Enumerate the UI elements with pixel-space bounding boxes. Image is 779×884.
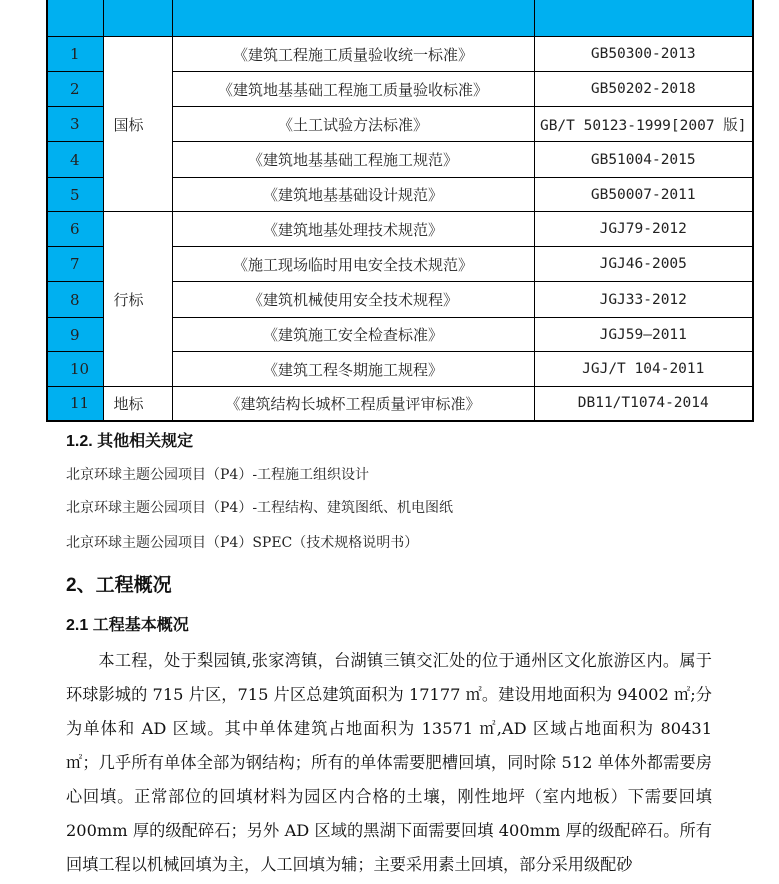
standards-table xyxy=(46,0,754,422)
row-number: 11 xyxy=(47,387,103,421)
row-number: 5 xyxy=(47,178,103,212)
standard-code: GB50300-2013 xyxy=(534,37,753,72)
related-regulation-item: 北京环球主题公园项目（P4）-工程施工组织设计 xyxy=(66,467,370,483)
header-cell xyxy=(103,0,172,37)
standard-name: 《建筑地基处理技术规范》 xyxy=(172,212,534,247)
row-number: 2 xyxy=(47,72,103,107)
standard-code: GB50007-2011 xyxy=(534,178,753,212)
standard-name: 《建筑结构长城杯工程质量评审标准》 xyxy=(172,387,534,421)
row-number: 8 xyxy=(47,282,103,318)
table-row xyxy=(47,212,753,247)
standard-code: DB11/T1074-2014 xyxy=(534,387,753,421)
related-regulation-item: 北京环球主题公园项目（P4）-工程结构、建筑图纸、机电图纸 xyxy=(66,500,454,516)
standard-name: 《建筑工程施工质量验收统一标准》 xyxy=(172,37,534,72)
header-cell xyxy=(172,0,534,37)
project-overview-paragraph: 本工程，处于梨园镇,张家湾镇，台湖镇三镇交汇处的位于通州区文化旅游区内。属于环球影城的 715 片区，715 片区总建筑面积为 17177 ㎡。建设用地面积为 94002 ㎡;分为单体和 AD 区域。其中单体建筑占地面积为 13571 ㎡,AD 区域占地面积为 80431 ㎡；几乎所有单体全部为钢结构；所有的单体需要肥槽回填，同时除 512 单体外都需要房心回填。正常部位的回填材料为园区内合格的土壤，刚性地坪（室内地板）下需要回填 200mm 厚的级配碎石；另外 AD 区域的黑湖下面需要回填 400mm 厚的级配碎石。所有回填工程以机械回填为主，人工回填为辅；主要采用素土回填，部分采用级配砂 xyxy=(66,651,712,874)
row-number: 4 xyxy=(47,142,103,178)
category-cell: 地标 xyxy=(103,387,172,421)
standard-name: 《施工现场临时用电安全技术规范》 xyxy=(172,247,534,282)
row-number: 1 xyxy=(47,37,103,72)
category-cell: 国标 xyxy=(103,37,172,212)
table-header-row xyxy=(47,0,753,37)
standard-code: GB/T 50123-1999[2007 版] xyxy=(534,107,753,142)
standard-name: 《建筑地基基础设计规范》 xyxy=(172,178,534,212)
category-cell: 行标 xyxy=(103,212,172,387)
row-number: 10 xyxy=(47,352,103,387)
row-number: 7 xyxy=(47,247,103,282)
table-row xyxy=(47,387,753,421)
standard-name: 《建筑机械使用安全技术规程》 xyxy=(172,282,534,318)
standard-name: 《建筑地基基础工程施工规范》 xyxy=(172,142,534,178)
standard-code: JGJ/T 104-2011 xyxy=(534,352,753,387)
header-cell xyxy=(534,0,753,37)
table-row xyxy=(47,37,753,72)
standard-code: JGJ33-2012 xyxy=(534,282,753,318)
standard-code: JGJ46-2005 xyxy=(534,247,753,282)
standard-name: 《建筑地基基础工程施工质量验收标准》 xyxy=(172,72,534,107)
standard-code: GB51004-2015 xyxy=(534,142,753,178)
section-2-1-heading: 2.1 工程基本概况 xyxy=(66,617,189,634)
standard-name: 《建筑施工安全检查标准》 xyxy=(172,318,534,352)
standard-code: JGJ59—2011 xyxy=(534,318,753,352)
row-number: 9 xyxy=(47,318,103,352)
section-2-heading: 2、工程概况 xyxy=(66,575,172,596)
section-1-2-heading: 1.2. 其他相关规定 xyxy=(66,433,194,450)
header-cell xyxy=(47,0,103,37)
standard-name: 《土工试验方法标准》 xyxy=(172,107,534,142)
standard-code: JGJ79-2012 xyxy=(534,212,753,247)
row-number: 6 xyxy=(47,212,103,247)
standard-name: 《建筑工程冬期施工规程》 xyxy=(172,352,534,387)
standard-code: GB50202-2018 xyxy=(534,72,753,107)
row-number: 3 xyxy=(47,107,103,142)
related-regulation-item: 北京环球主题公园项目（P4）SPEC（技术规格说明书） xyxy=(66,535,419,551)
